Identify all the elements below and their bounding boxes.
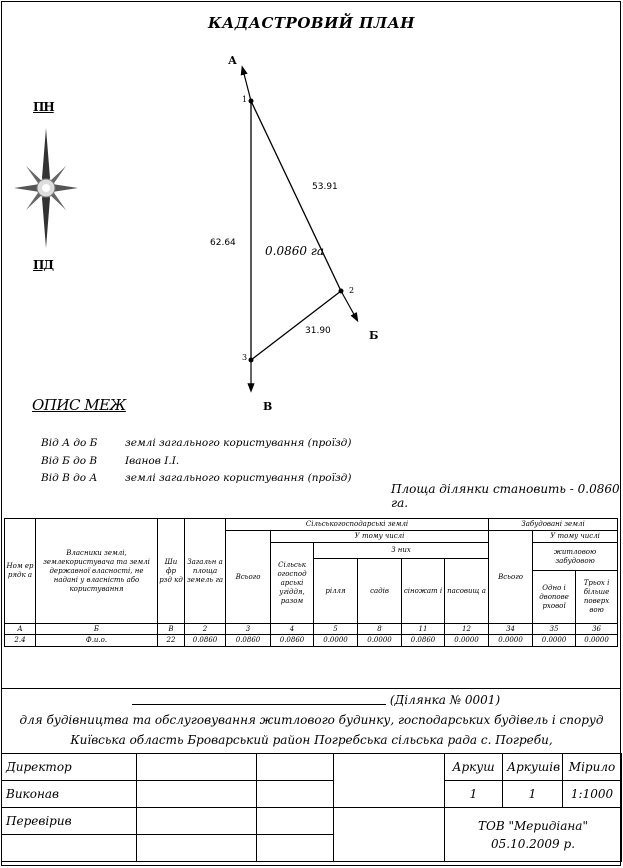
section-divider [1, 688, 621, 689]
point-3-label: 3 [242, 353, 248, 362]
total-area-text: Площа ділянки становить - 0.0860 га. [391, 482, 620, 510]
header-agri-incl: У тому числі [271, 531, 489, 543]
title-block [1, 753, 622, 862]
boundary-heading: ОПИС МЕЖ [32, 396, 126, 414]
parcel-number-line [132, 693, 500, 707]
empty-sign-cell [257, 835, 334, 862]
header-hayfields: сіножат і [402, 559, 445, 624]
length-1-3: 62.64 [210, 238, 236, 248]
director-sign-cell [257, 754, 334, 781]
director-name-cell [137, 754, 257, 781]
header-code: Ши фр рзд кд [158, 519, 185, 624]
header-gardens: садів [358, 559, 402, 624]
header-pastures: пасовищ а [445, 559, 489, 624]
header-built-incl: У тому числі [533, 531, 618, 543]
header-one-two-storey: Одно і двопове рхової [533, 571, 576, 624]
checked-label: Перевірив [2, 808, 137, 835]
header-of-them: З них [314, 543, 489, 559]
point-2-label: 2 [349, 286, 355, 295]
table-row: 2.4 Ф.и.о. 22 0.0860 0.0860 0.0860 0.0000 0.0000 0.0860 0.0000 0.0000 0.0000 0.0000 [5, 635, 618, 647]
length-2-3: 31.90 [305, 326, 331, 336]
header-row-number: Ном ер рядк а [5, 519, 36, 624]
parcel-purpose: для будівництва та обслуговування житлового будинку, господарських будівель і споруд [19, 713, 604, 727]
header-total-area: Загальн а площа земель га [185, 519, 226, 624]
boundary-row: Від Б до В Іванов І.І. [41, 455, 180, 467]
checked-sign-cell [257, 808, 334, 835]
scale-value: 1:1000 [563, 781, 622, 808]
sheet-label: Аркуш [445, 754, 503, 781]
document-date: 05.10.2009 р. [490, 836, 576, 851]
scale-label: Мірило [563, 754, 622, 781]
sheet-value: 1 [445, 781, 503, 808]
point-1-label: 1 [242, 95, 248, 104]
corner-a-label: А [228, 54, 237, 67]
sheets-label: Аркушів [503, 754, 563, 781]
parcel-area-label: 0.0860 га [265, 244, 325, 258]
header-arable: рілля [314, 559, 358, 624]
length-1-2: 53.91 [312, 182, 338, 192]
corner-v-label: В [263, 400, 273, 413]
header-built-total: Всього [489, 531, 533, 624]
parcel-plan-drawing [0, 0, 623, 420]
empty-name-cell [137, 835, 257, 862]
boundary-row: Від В до А землі загального користування (проїзд) [41, 472, 352, 484]
land-table [4, 518, 618, 647]
company-cell [445, 808, 622, 862]
stamp-blank-cell [334, 754, 445, 808]
performer-name-cell [137, 781, 257, 808]
table-row: А Б В 2 3 4 5 8 11 12 34 35 36 [5, 624, 618, 635]
parcel-location: Київська область Броварський район Погребська сільська рада с. Погреби, [70, 733, 553, 747]
performer-sign-cell [257, 781, 334, 808]
checked-name-cell [137, 808, 257, 835]
sheets-value: 1 [503, 781, 563, 808]
corner-b-label: Б [369, 329, 379, 342]
performer-label: Виконав [2, 781, 137, 808]
compass-south-label: ПД [33, 258, 54, 272]
boundary-row: Від А до Б землі загального користування (проїзд) [41, 437, 352, 449]
compass-north-label: ПН [33, 100, 54, 114]
stamp-blank-cell [334, 808, 445, 862]
director-label: Директор [2, 754, 137, 781]
header-agri-total: Всього [226, 531, 271, 624]
empty-label-cell [2, 835, 137, 862]
header-agri-lands: Сільськогосподарські землі [226, 519, 489, 531]
company-name: ТОВ "Меридіана" [478, 818, 588, 833]
header-residential: житловою забудовою [533, 543, 618, 571]
page-title: КАДАСТРОВИЙ ПЛАН [208, 14, 415, 32]
parcel-number: (Ділянка № 0001) [389, 693, 501, 707]
header-three-storey: Трьох і більше поверх вою [576, 571, 618, 624]
header-built-lands: Забудовані землі [489, 519, 618, 531]
parcel-blank-line [132, 704, 386, 705]
header-owner: Власники землі, землекористувача та землі державної власності, не надані у власність або користування [36, 519, 158, 624]
header-agri-sum: Сільськ огоспод арські угіддя, разом [271, 543, 314, 624]
